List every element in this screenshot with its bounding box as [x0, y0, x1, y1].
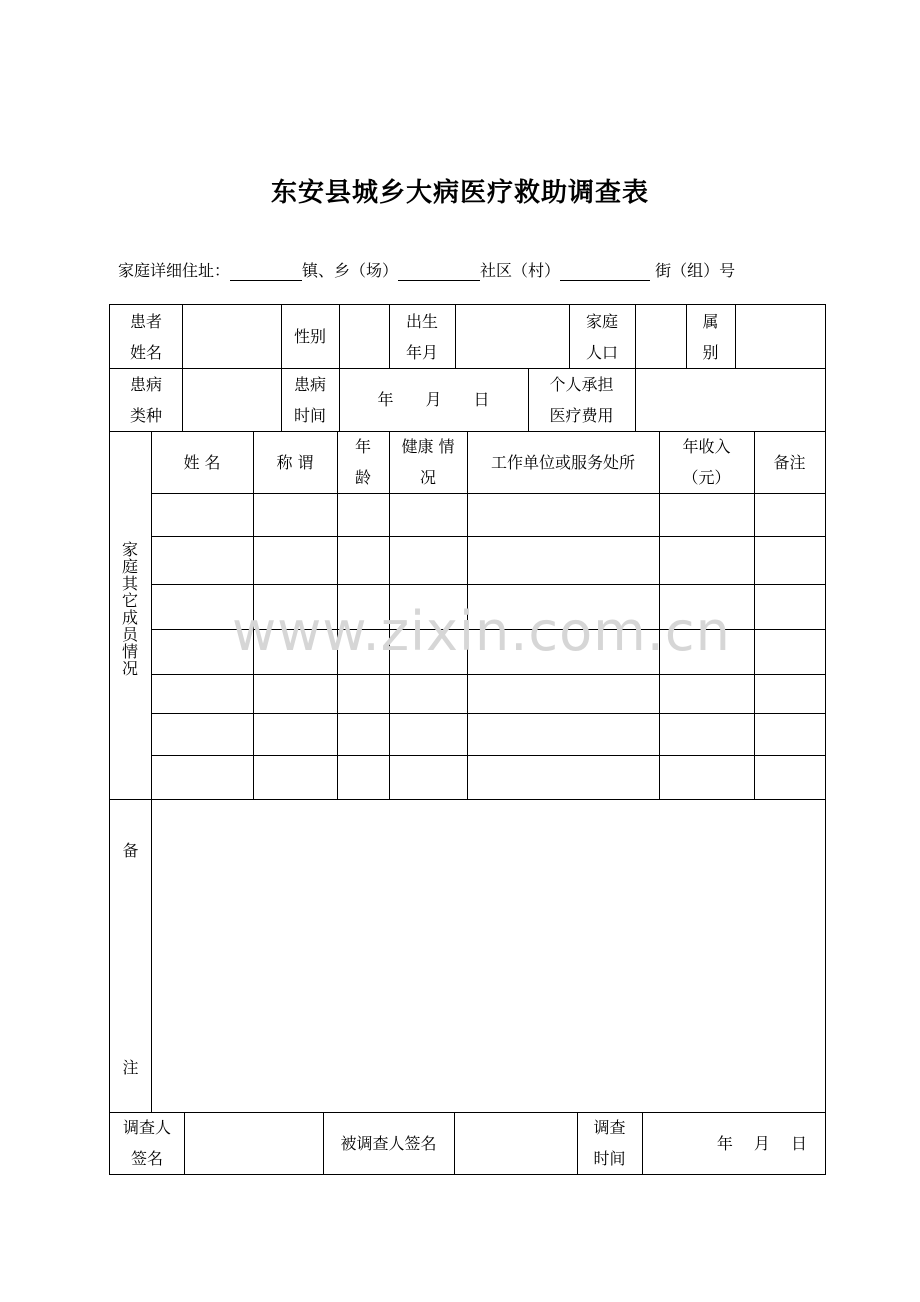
address-street-field[interactable]: [560, 262, 650, 281]
member-income-cell[interactable]: [659, 493, 754, 536]
personal-cost-field[interactable]: [635, 368, 825, 431]
member-notes-cell[interactable]: [754, 674, 825, 713]
member-income-cell[interactable]: [659, 536, 754, 584]
investigatee-signature-field[interactable]: [454, 1112, 577, 1174]
col-income: 年收入 （元）: [682, 437, 731, 487]
investigator-signature-field[interactable]: [184, 1112, 323, 1174]
household-field[interactable]: [635, 305, 686, 368]
member-health-cell[interactable]: [389, 536, 467, 584]
member-name-cell[interactable]: [151, 674, 253, 713]
member-notes-cell[interactable]: [754, 713, 825, 755]
member-workplace-cell[interactable]: [467, 755, 659, 799]
member-workplace-cell[interactable]: [467, 674, 659, 713]
disease-type-field[interactable]: [182, 368, 281, 431]
remarks-label-bottom: 注: [122, 1057, 139, 1077]
address-town-field[interactable]: [230, 262, 302, 281]
member-notes-cell[interactable]: [754, 584, 825, 629]
disease-time-label: 患病 时间: [293, 374, 326, 425]
member-income-cell[interactable]: [659, 713, 754, 755]
document-title: 东安县城乡大病医疗救助调查表: [270, 178, 649, 208]
address-street-label: 街（组）号: [655, 261, 736, 280]
survey-time-label: 调查 时间: [593, 1118, 626, 1168]
birth-field[interactable]: [455, 305, 569, 368]
member-relation-cell[interactable]: [253, 493, 337, 536]
investigator-label: 调查人 签名: [122, 1118, 171, 1168]
patient-name-field[interactable]: [182, 305, 281, 368]
category-label: 属 别: [702, 311, 719, 362]
member-relation-cell[interactable]: [253, 536, 337, 584]
member-age-cell[interactable]: [337, 755, 389, 799]
remarks-field[interactable]: [151, 799, 825, 1112]
disease-type-label: 患病 类种: [129, 374, 162, 425]
member-name-cell[interactable]: [151, 713, 253, 755]
member-workplace-cell[interactable]: [467, 536, 659, 584]
birth-label: 出生 年月: [405, 311, 438, 362]
member-notes-cell[interactable]: [754, 536, 825, 584]
member-name-cell[interactable]: [151, 536, 253, 584]
col-name: 姓 名: [183, 452, 221, 472]
household-label: 家庭 人口: [585, 311, 618, 362]
investigatee-label: 被调查人签名: [340, 1133, 437, 1153]
member-income-cell[interactable]: [659, 674, 754, 713]
watermark: www.zixin.com.cn: [232, 600, 731, 663]
member-age-cell[interactable]: [337, 536, 389, 584]
member-relation-cell[interactable]: [253, 674, 337, 713]
member-health-cell[interactable]: [389, 755, 467, 799]
member-age-cell[interactable]: [337, 493, 389, 536]
remarks-label-top: 备: [122, 840, 139, 860]
col-notes: 备注: [773, 452, 806, 472]
address-community-label: 社区（村）: [480, 261, 561, 280]
member-health-cell[interactable]: [389, 493, 467, 536]
members-section-label: 家 庭 其 它 成 员 情 况: [121, 540, 138, 678]
survey-table: [109, 304, 826, 1175]
gender-label: 性别: [293, 327, 326, 346]
gender-field[interactable]: [339, 305, 389, 368]
member-age-cell[interactable]: [337, 674, 389, 713]
member-notes-cell[interactable]: [754, 755, 825, 799]
member-name-cell[interactable]: [151, 493, 253, 536]
address-line: [118, 258, 735, 281]
personal-cost-label: 个人承担 医疗费用: [549, 374, 614, 425]
member-notes-cell[interactable]: [754, 493, 825, 536]
col-health: 健康 情 况: [401, 437, 455, 487]
member-health-cell[interactable]: [389, 674, 467, 713]
patient-name-label: 患者 姓名: [129, 311, 162, 362]
survey-date-field[interactable]: 年 月 日: [716, 1133, 807, 1153]
member-relation-cell[interactable]: [253, 713, 337, 755]
member-workplace-cell[interactable]: [467, 493, 659, 536]
category-field[interactable]: [735, 305, 825, 368]
address-town-label: 镇、乡（场）: [302, 261, 399, 280]
member-health-cell[interactable]: [389, 713, 467, 755]
col-relation: 称 谓: [276, 452, 314, 472]
col-age: 年 龄: [354, 437, 371, 487]
member-workplace-cell[interactable]: [467, 713, 659, 755]
col-workplace: 工作单位或服务处所: [490, 452, 635, 472]
member-income-cell[interactable]: [659, 755, 754, 799]
address-label: 家庭详细住址：: [118, 261, 231, 280]
member-name-cell[interactable]: [151, 755, 253, 799]
member-age-cell[interactable]: [337, 713, 389, 755]
address-community-field[interactable]: [398, 262, 480, 281]
disease-date-field[interactable]: 年 月 日: [377, 390, 490, 409]
member-notes-cell[interactable]: [754, 629, 825, 674]
member-relation-cell[interactable]: [253, 755, 337, 799]
